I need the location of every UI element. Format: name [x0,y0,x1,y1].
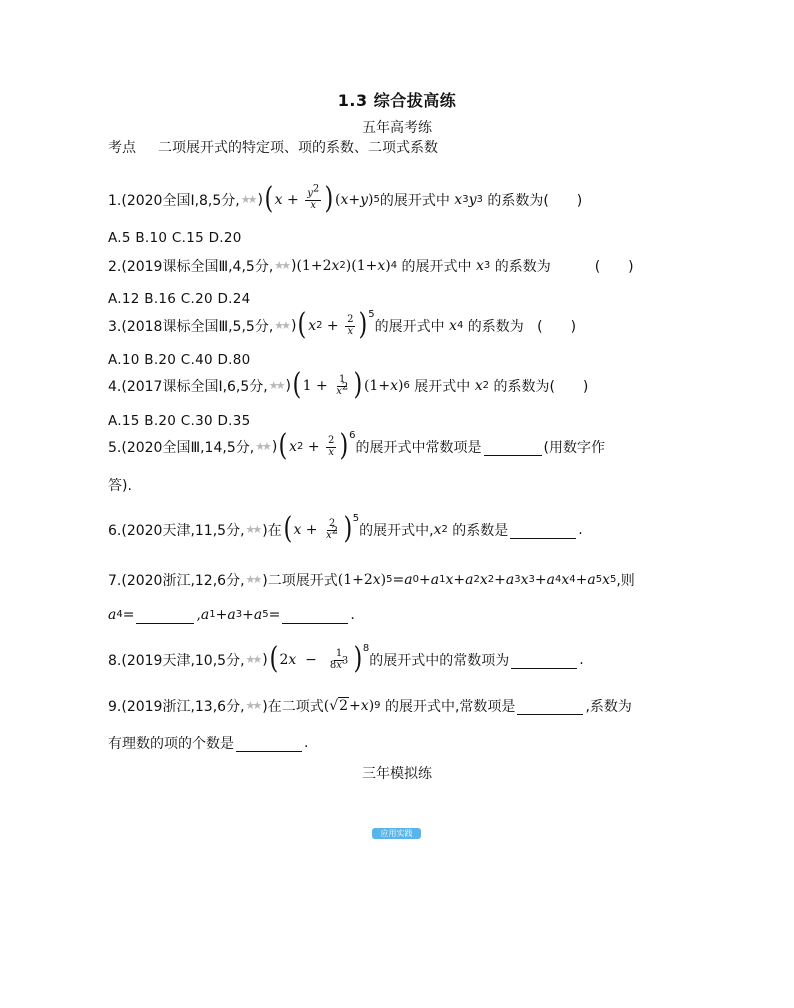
fraction: $\frac{1}{x^2}$ [336,374,349,397]
question-1-source: 1.(2020全国Ⅰ,8,5分, [108,193,240,209]
question-3-tail: 的展开式中 [374,319,445,335]
difficulty-stars-icon: ★★ [245,652,260,666]
difficulty-stars-icon: ★★ [274,318,288,332]
question-3-source: 3.(2018课标全国Ⅲ,5,5分, [108,319,274,335]
difficulty-stars-icon: ★★ [245,572,260,586]
question-9: 9.(2019浙江,13,6分, ★★ )在二项式 (√2+ x ) 9 的展开式中,常数项是 ,系数为 [108,698,632,715]
fraction: $\frac{2}{x}$ [347,314,354,337]
question-7-tail: ,则 [616,573,635,589]
difficulty-stars-icon: ★★ [245,522,260,536]
question-9-pre: )在二项式 [262,699,324,715]
question-8-tail: 的展开式中的常数项为 [369,653,510,669]
fraction: $\frac{2}{x}$ [328,435,335,458]
answer-blank-a4[interactable] [136,607,194,624]
question-1-tail2: 的系数为 [487,193,544,209]
question-7-end: . [350,607,355,623]
question-5-line2 [108,468,132,502]
answer-blank-rational-count[interactable] [236,735,302,752]
section-heading-five-year: 五年高考练 [362,120,432,136]
question-5-tail2: (用数字作 [543,440,605,456]
answer-bracket: ( ) [537,319,577,335]
question-1-options: A.5 B.10 C.15 D.20 [108,230,242,246]
question-3-tail2: 的系数为 [467,319,524,335]
answer-blank[interactable] [510,522,576,539]
question-7-source: 7.(2020浙江,12,6分, [108,573,245,589]
page-title: 1.3 综合拔高练 [337,91,457,110]
answer-bracket: ( ) [543,193,583,209]
answer-bracket: ( ) [594,259,634,275]
difficulty-stars-icon: ★★ [240,192,255,206]
fraction: $\frac{y^2}{x}$ [307,183,320,211]
question-4-tail2: 的系数为 [493,379,550,395]
question-6-end: . [578,522,583,538]
answer-blank[interactable] [484,439,542,456]
practice-badge[interactable]: 应用实践 [372,828,421,839]
question-1: 1.(2020全国Ⅰ,8,5分, ★★ ) ( x + $\frac{y^2}{x}$ ) ( x + y ) 5 的展开式中 x 3 y 3 的系数为 ( ) [108,181,583,216]
question-5: 5.(2020全国Ⅲ,14,5分, ★★ ) ( x 2 + $\frac{2}{x}$ ) 6 的展开式中常数项是 (用数字作 [108,428,605,463]
answer-blank[interactable] [511,652,577,669]
question-6-tail2: 的系数是 [452,523,509,539]
question-8-end: . [579,652,584,668]
fraction: $\frac{1}{8x^3}$ [329,648,349,671]
question-2-tail2: 的系数为 [494,259,551,275]
question-9-tail: 的展开式中,常数项是 [384,699,516,715]
difficulty-stars-icon: ★★ [255,439,269,453]
question-5-line2-text: 答). [108,478,132,494]
question-6-pre: )在 [262,523,282,539]
question-7-pre: )二项展开式 [262,573,338,589]
answer-blank-constant[interactable] [517,698,583,715]
question-2-tail: 的展开式中 [401,259,472,275]
fraction: $\frac{2}{x^2}$ [326,518,339,541]
question-6-source: 6.(2020天津,11,5分, [108,523,245,539]
question-9-line2 [108,726,308,760]
answer-bracket: ( ) [549,379,589,395]
question-7: 7.(2020浙江,12,6分, ★★ )二项展开式 (1+2 x ) 5 = a 0 + a 1 x + a 2 x 2 + a 3 x 3 + a 4 x 4 + a 5 x 5 ,则 [108,572,635,589]
section-heading-three-year: 三年模拟练 [362,766,432,782]
question-1-tail: 的展开式中 [379,193,450,209]
topic-label: 考点 [108,140,136,156]
question-2-options: A.12 B.16 C.20 D.24 [108,291,251,307]
answer-blank-odd-sum[interactable] [282,607,348,624]
question-2: 2.(2019课标全国Ⅲ,4,5分, ★★ ) (1+2 x 2 )(1+ x ) 4 的展开式中 x 3 的系数为 ( ) [108,258,634,275]
difficulty-stars-icon: ★★ [268,378,283,392]
question-4: 4.(2017课标全国Ⅰ,6,5分, ★★ ) ( 1 + $\frac{1}{x^2}$ ) (1+ x ) 6 展开式中 x 2 的系数为 ( ) [108,367,589,402]
question-5-tail: 的展开式中常数项是 [355,440,482,456]
question-8: 8.(2019天津,10,5分, ★★ ) ( 2 x − $\frac{1}{8x^3}$ ) 8 的展开式中的常数项为 . [108,641,584,676]
question-8-source: 8.(2019天津,10,5分, [108,653,245,669]
question-9-tail2: ,系数为 [585,699,632,715]
difficulty-stars-icon: ★★ [274,258,288,272]
difficulty-stars-icon: ★★ [245,698,260,712]
question-7-line2: a 4 = , a 1 + a 3 + a 5 = . [108,607,355,623]
question-5-source: 5.(2020全国Ⅲ,14,5分, [108,440,255,456]
topic-text: 二项展开式的特定项、项的系数、二项式系数 [158,140,438,156]
question-4-options: A.15 B.20 C.30 D.35 [108,413,251,429]
question-2-source: 2.(2019课标全国Ⅲ,4,5分, [108,259,274,275]
question-9-end: . [304,735,309,751]
topic-line [108,137,438,157]
question-9-line2-text: 有理数的项的个数是 [108,736,234,752]
question-4-tail: 展开式中 [414,379,471,395]
question-9-source: 9.(2019浙江,13,6分, [108,699,245,715]
question-6: 6.(2020天津,11,5分, ★★ )在 ( x + $\frac{2}{x^2}$ ) 5 的展开式中, x 2 的系数是 . [108,511,583,546]
question-3: 3.(2018课标全国Ⅲ,5,5分, ★★ ) ( x 2 + $\frac{2}{x}$ ) 5 的展开式中 x 4 的系数为 ( ) [108,307,577,342]
question-6-tail: 的展开式中, [359,523,434,539]
question-4-source: 4.(2017课标全国Ⅰ,6,5分, [108,379,268,395]
question-3-options: A.10 B.20 C.40 D.80 [108,352,251,368]
